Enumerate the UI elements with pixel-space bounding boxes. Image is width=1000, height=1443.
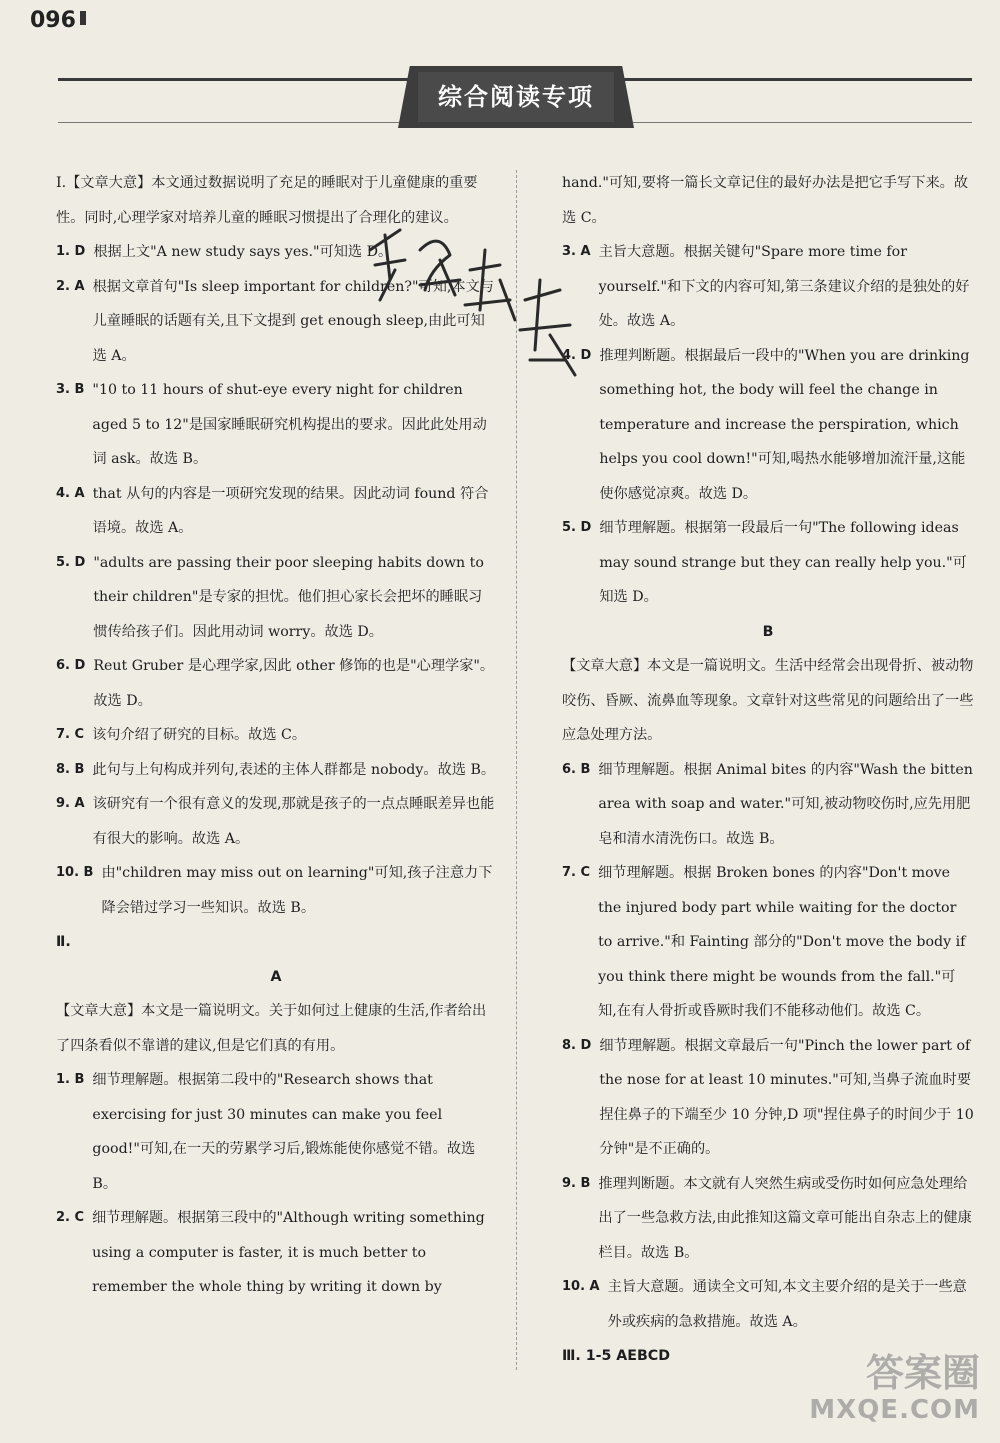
watermark-top: 答案圈 [865,1351,980,1395]
answer-number: 3. A [562,244,591,259]
answer-explanation: 由"children may miss out on learning"可知,孩子注意力下降会错过学习一些知识。故选 B。 [101,865,493,916]
answer-number: 7. C [56,727,85,742]
section-label: Ⅲ. 1-5 AEBCD [562,1348,670,1364]
watermark-bottom: MXQE.COM [809,1395,980,1425]
answer-number: 1. D [56,244,86,259]
answer-explanation: that 从句的内容是一项研究发现的结果。因此动词 found 符合语境。故选 A。 [92,485,489,536]
answer-item [56,1201,496,1305]
answer-item [562,856,974,1029]
answer-explanation: 细节理解题。根据第一段最后一句"The following ideas may sound strange but they can really help you."可知选 D。 [599,520,967,605]
answer-explanation: 主旨大意题。通读全文可知,本文主要介绍的是关于一些意外或疾病的急救措施。故选 A。 [607,1279,967,1330]
paragraph: 【文章大意】本文是一篇说明文。生活中经常会出现骨折、被动物咬伤、昏厥、流鼻血等现象。文章针对这些常见的问题给出了一些应急处理方法。 [562,658,974,743]
answer-item [562,753,974,857]
answer-number: 8. B [56,761,85,777]
answer-number: 9. A [56,796,85,811]
answer-number: 4. D [562,347,592,363]
answer-number: 8. D [562,1037,592,1053]
passage-label: A [270,968,282,985]
answer-item [562,235,974,339]
answer-number: 10. A [562,1279,600,1294]
answer-item [56,787,496,856]
answer-number: 6. D [56,658,86,673]
page-number-mark [80,11,86,25]
answer-item [56,1063,496,1201]
answer-number: 10. B [56,865,94,880]
answer-explanation: Reut Gruber 是心理学家,因此 other 修饰的也是"心理学家"。故选 D。 [93,658,495,709]
answer-explanation: "adults are passing their poor sleeping habits down to their children"是专家的担忧。他们担心家长会把坏的睡眠习惯传给孩子们。因此用动词 worry。故选 D。 [93,554,484,640]
answer-explanation: 该句介绍了研究的目标。故选 C。 [92,727,307,743]
answer-item [562,339,974,512]
answer-number: 3. B [56,382,85,397]
answer-item [56,753,496,788]
answer-explanation: "10 to 11 hours of shut-eye every night for children aged 5 to 12"是国家睡眠研究机构提出的要求。因此此处用动词 ask。故选 B。 [92,382,487,467]
answer-explanation: 细节理解题。根据 Animal bites 的内容"Wash the bitten area with soap and water."可知,被动物咬伤时,应先用肥皂和清水清洗伤口。故选 B。 [598,761,973,847]
answer-number: 1. B [56,1072,85,1087]
answer-explanation: 细节理解题。根据文章最后一句"Pinch the lower part of the nose for at least 10 minutes."可知,当鼻子流血时要捏住鼻子的下端至少 10 分钟,D 项"捏住鼻子的时间少于 10 分钟"是不正确的。 [599,1037,974,1157]
answer-number: 2. C [56,1210,85,1225]
answer-number: 2. A [56,278,85,294]
paragraph: 【文章大意】本文是一篇说明文。关于如何过上健康的生活,作者给出了四条看似不靠谱的建议,但是它们真的有用。 [56,1003,487,1054]
watermark [790,1351,980,1425]
answer-explanation: 根据文章首句"Is sleep important for children?"可知,本文与儿童睡眠的话题有关,且下文提到 get enough sleep,由此可知选 A。 [92,278,494,364]
passage-label: B [762,623,774,640]
answer-number: 5. D [562,520,592,535]
answer-explanation: 细节理解题。根据第三段中的"Although writing something using a computer is faster, it is much better to remember the whole thing by writing it down by [92,1210,485,1295]
answer-item [56,477,496,546]
page-number: 096 [30,8,86,33]
answer-number: 6. B [562,761,591,777]
answer-explanation: 此句与上句构成并列句,表述的主体人群都是 nobody。故选 B。 [92,761,496,778]
answer-explanation: 该研究有一个很有意义的发现,那就是孩子的一点点睡眠差异也能有很大的影响。故选 A。 [92,796,495,847]
answer-number: 4. A [56,485,85,501]
answer-explanation: 细节理解题。根据第二段中的"Research shows that exercising for just 30 minutes can make you feel good!"可知,在一天的劳累学习后,锻炼能使你感觉不错。故选 B。 [92,1072,476,1192]
answer-number: 9. B [562,1175,591,1191]
answer-item [562,1029,974,1167]
answer-explanation: 推理判断题。根据最后一段中的"When you are drinking something hot, the body will feel the change in temperature and increase the perspiration, which helps you cool down!"可知,喝热水能够增加流汗量,这能使你感觉凉爽。故选 D。 [599,347,970,502]
answer-item [56,649,496,718]
paragraph: hand."可知,要将一篇长文章记住的最好办法是把它手写下来。故选 C。 [562,175,969,226]
answer-item [56,546,496,650]
handwritten-annotation [360,210,590,400]
answer-item [562,1270,974,1339]
section-label: Ⅱ. [56,934,71,950]
answer-item [56,718,496,753]
paragraph: Ⅰ.【文章大意】本文通过数据说明了充足的睡眠对于儿童健康的重要性。同时,心理学家对培养儿童的睡眠习惯提出了合理化的建议。 [56,175,478,226]
answer-item [56,856,496,925]
answer-explanation: 根据上文"A new study says yes."可知选 D。 [93,244,393,260]
answer-explanation: 主旨大意题。根据关键句"Spare more time for yourself."和下文的内容可知,第三条建议介绍的是独处的好处。故选 A。 [598,244,970,329]
answer-explanation: 推理判断题。本文就有人突然生病或受伤时如何应急处理给出了一些急救方法,由此推知这篇文章可能出自杂志上的健康栏目。故选 B。 [598,1175,972,1261]
answer-number: 5. D [56,554,86,570]
answer-item [562,1167,974,1271]
right-column [562,166,974,1374]
section-title: 综合阅读专项 [418,72,614,122]
answer-explanation: 细节理解题。根据 Broken bones 的内容"Don't move the injured body part while waiting for the doctor to arrive."和 Fainting 部分的"Don't move the body if you think there might be wounds from the fall."可知,在有人骨折或昏厥时我们不能移动他们。故选 C。 [598,865,966,1019]
answer-item [562,511,974,615]
answer-number: 7. C [562,865,591,880]
